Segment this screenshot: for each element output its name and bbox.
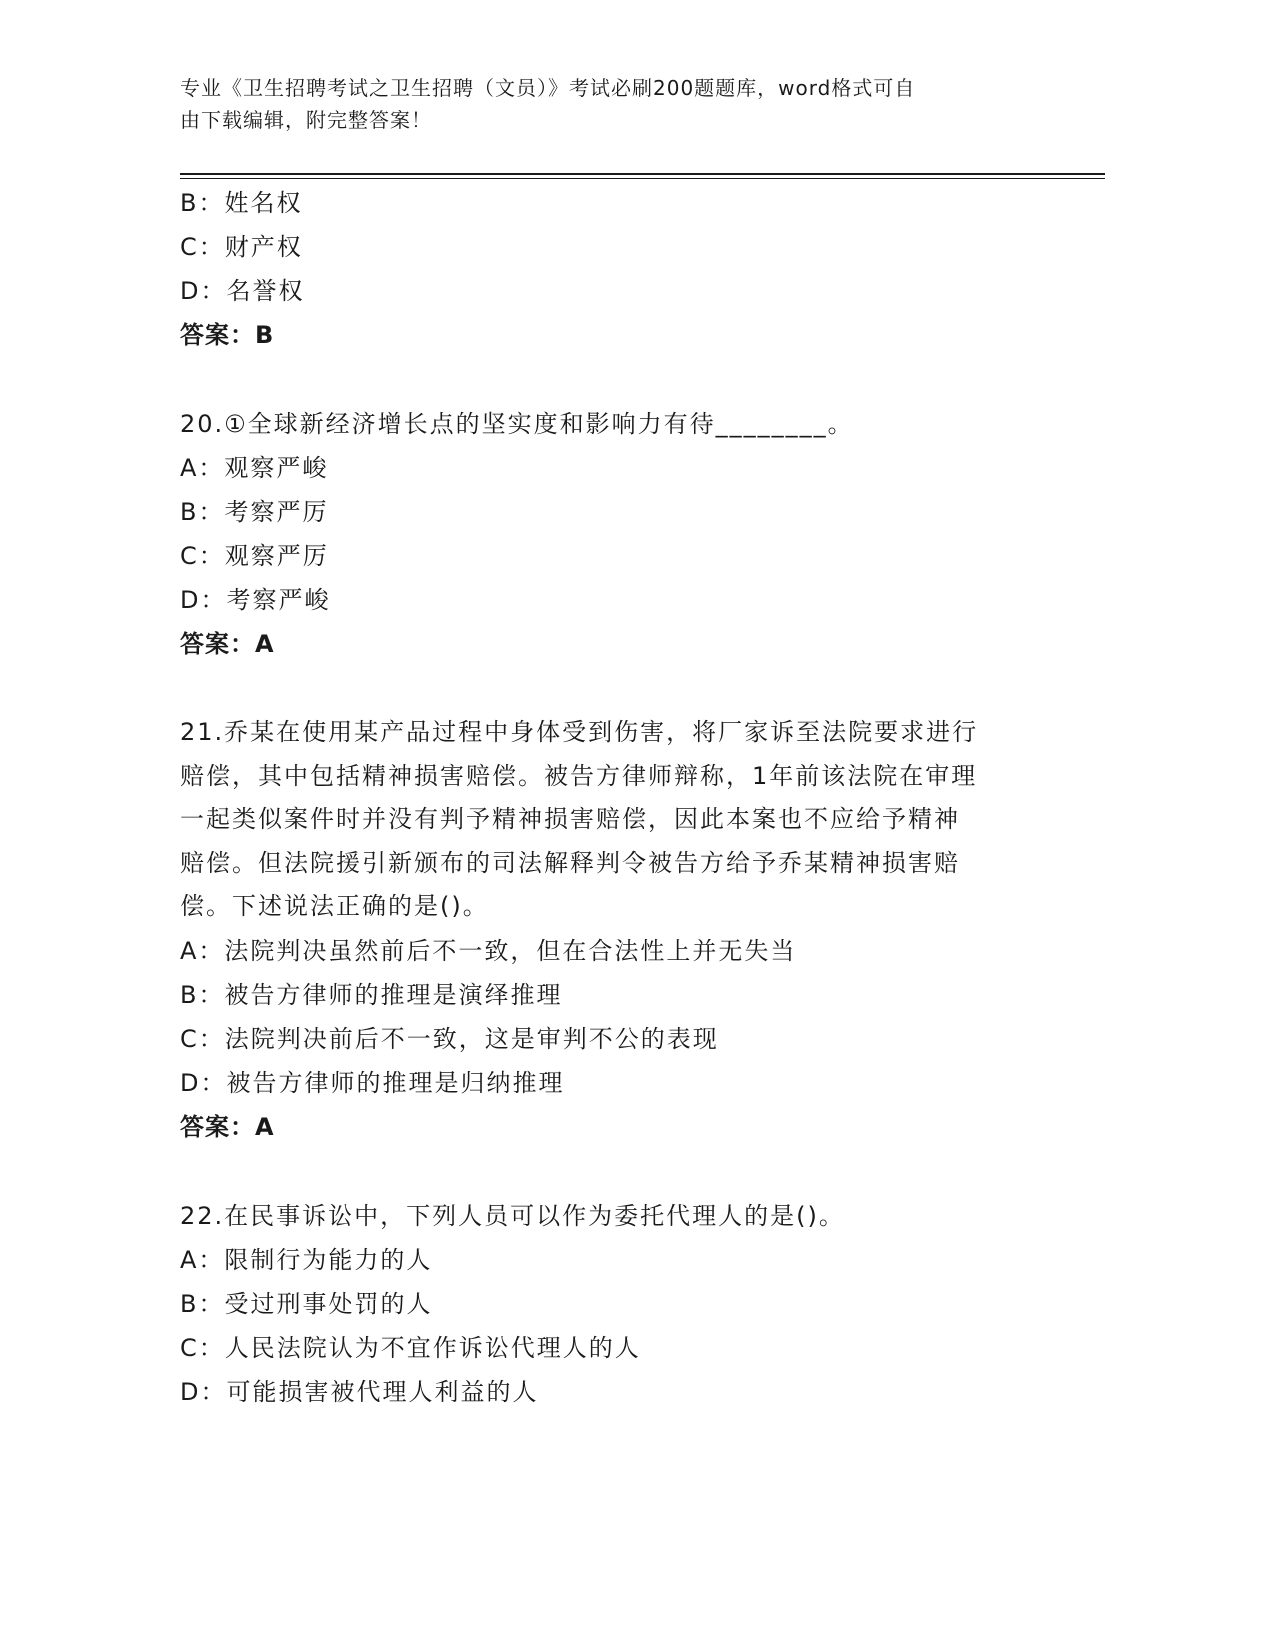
question-gap xyxy=(180,357,1050,402)
option-d: D：考察严峻 xyxy=(180,586,331,614)
answer-line: 答案：B xyxy=(180,321,275,349)
document-body xyxy=(180,181,1050,1414)
question-stem-line: 赔偿。但法院援引新颁布的司法解释判令被告方给予乔某精神损害赔 xyxy=(180,848,960,877)
option-b: B：受过刑事处罚的人 xyxy=(180,1289,433,1318)
document-header xyxy=(180,72,1040,136)
question-stem-line: 偿。下述说法正确的是()。 xyxy=(180,892,489,920)
question-gap xyxy=(180,1149,1050,1194)
question-19-tail xyxy=(180,181,1050,357)
question-stem-line: 21.乔某在使用某产品过程中身体受到伤害，将厂家诉至法院要求进行 xyxy=(180,718,979,746)
option-c: C：观察严厉 xyxy=(180,542,329,570)
question-gap xyxy=(180,666,1050,711)
question-stem: 20.①全球新经济增长点的坚实度和影响力有待________。 xyxy=(180,410,854,438)
option-a: A：观察严峻 xyxy=(180,454,329,482)
answer-line: 答案：A xyxy=(180,630,275,658)
option-c: C：人民法院认为不宜作诉讼代理人的人 xyxy=(180,1333,641,1362)
option-a: A：限制行为能力的人 xyxy=(180,1245,433,1274)
option-d: D：被告方律师的推理是归纳推理 xyxy=(180,1068,565,1097)
question-stem-line: 赔偿，其中包括精神损害赔偿。被告方律师辩称，1年前该法院在审理 xyxy=(180,761,978,790)
option-d: D：名誉权 xyxy=(180,277,305,305)
question-stem: 22.在民事诉讼中，下列人员可以作为委托代理人的是()。 xyxy=(180,1201,845,1230)
answer-line: 答案：A xyxy=(180,1112,275,1141)
option-b: B：考察严厉 xyxy=(180,498,329,526)
header-line-1: 专业《卫生招聘考试之卫生招聘（文员）》考试必刷200题题库，word格式可自 xyxy=(180,76,916,100)
question-21 xyxy=(180,711,1050,1149)
option-b: B：被告方律师的推理是演绎推理 xyxy=(180,980,563,1009)
option-a: A：法院判决虽然前后不一致，但在合法性上并无失当 xyxy=(180,936,797,965)
header-divider-thick xyxy=(180,173,1105,175)
header-line-2: 由下载编辑，附完整答案！ xyxy=(180,108,432,132)
question-22 xyxy=(180,1194,1050,1414)
option-d: D：可能损害被代理人利益的人 xyxy=(180,1377,539,1406)
option-b: B：姓名权 xyxy=(180,189,303,217)
header-divider-thin xyxy=(180,178,1105,179)
option-c: C：法院判决前后不一致，这是审判不公的表现 xyxy=(180,1024,719,1053)
option-c: C：财产权 xyxy=(180,233,303,261)
question-stem-line: 一起类似案件时并没有判予精神损害赔偿，因此本案也不应给予精神 xyxy=(180,805,960,833)
question-20 xyxy=(180,402,1050,666)
